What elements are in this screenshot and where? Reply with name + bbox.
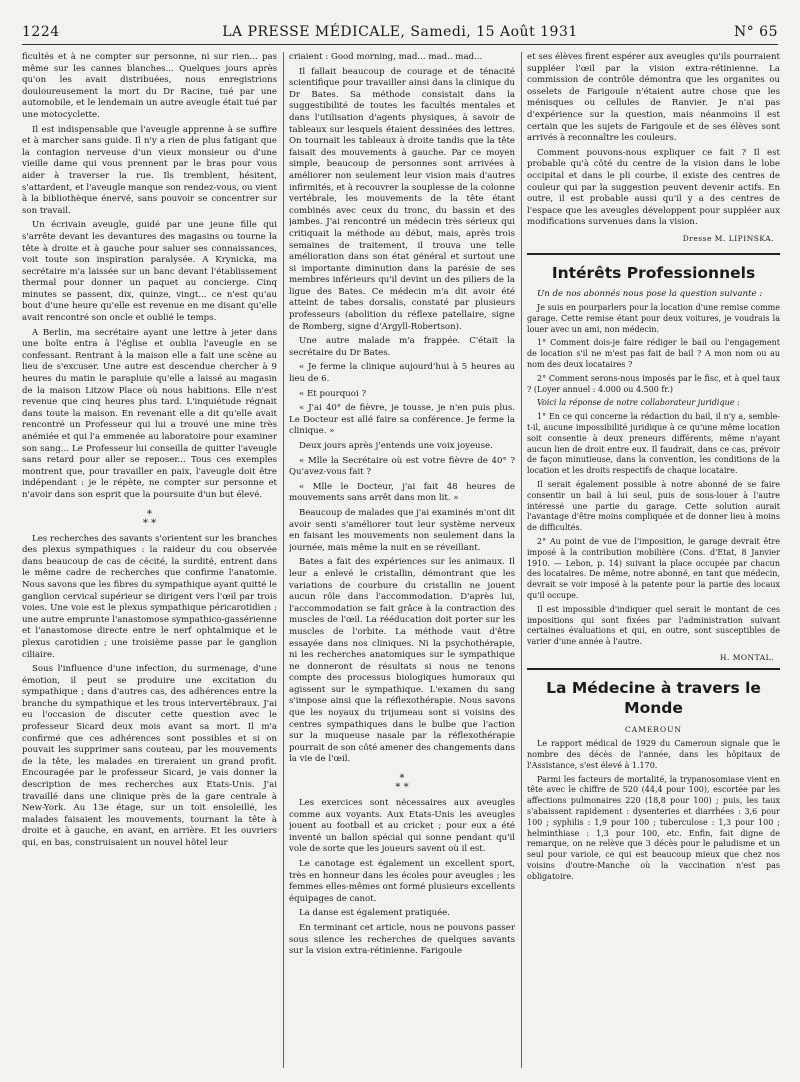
paragraph: Beaucoup de malades que j'ai examinés m'ont dit avoir senti s'améliorer tout leur système nerveux en faisant les mouvements non seulement dans la journée, mais même la nuit en se réveillant. [289,507,515,553]
section-ornament: * * * [395,773,409,794]
paragraph: Il serait également possible à notre abonné de se faire consentir un bail à lui seul, puis de sous-louer à l'autre intéressé une partie du garage. Cette solution aurait l'avantage d'être moins compliquée et de donner lieu à moins de difficultés. [527,480,780,533]
paragraph: Sous l'influence d'une infection, du surmenage, d'une émotion, il peut se produire une excitation du sympathique ; dans d'autres cas, des adhérences entre la branche du sympathique et les trous intervertébraux. J'ai eu l'occasion de discuter cette question avec le professeur Sicard deux mois avant sa mort. Il m'a confirmé que ces adhérences sont possibles et si on pouvait les supprimer sans couteau, par les mouvements de la tête, les malades en tireraient un grand profit. Encouragée par le professeur Sicard, je vais donner la description de mes recherches aux Etats-Unis. J'ai travaillé dans une clinique près de la gare centrale à New-York. Au 13e étage, sur un toit ensoleillé, les malades faisaient les mouvements, tournant la tête à droite et à gauche, en avant, en arrière. Et les ouvriers qui, en bas, construisaient un nouvel hôtel leur [22,664,277,848]
paragraph: En terminant cet article, nous ne pouvons passer sous silence les recherches de quelques savants sur la vision extra-rétinienne. Farigoule [289,922,515,957]
column-divider [283,52,284,1068]
paragraph: Bates a fait des expériences sur les animaux. Il leur a enlevé le cristallin, démontrant que les variations de courbure du cristallin ne jouent aucun rôle dans l'accommodation. D'après lui, l'accommodation se fait grâce à la contraction des muscles de l'œil. La rééducation doit porter sur les muscles de l'orbite. La méthode vaut d'être essayée dans nos cliniques. Ni la psychothérapie, ni les recherches anatomiques sur le sympathique ne donneront de résultats si nous ne tenons compte des processus biologiques humoraux qui agissent sur le sympathique. L'examen du sang s'impose ainsi que la réflexothérapie. Nous savons que les noyaux du trijumeau sont si voisins des centres sympathiques dans le bulbe que l'action sur la muqueuse nasale par la réflexothérapie pourrait de son côté amener des changements dans la vie de l'œil. [289,557,515,765]
section-title: La Médecine à travers le Monde [546,678,761,717]
section-subtitle: CAMEROUN [625,724,682,734]
author-signature: Dresse M. LIPINSKA. [682,233,774,243]
paragraph: Un écrivain aveugle, guidé par une jeune fille qui s'arrête devant les devantures des magasins ou tourne la tête à droite et à gauche pour saluer ses connaissances, voit toute son inspiration paralysée. A Krynicka, ma secrétaire m'a laissée sur un banc devant l'établissement thermal pour donner un paquet au concierge. Cinq minutes se passent, dix, quinze, vingt... ce n'est qu'au bout d'une heure qu'elle est revenue en me disant qu'elle avait rencontré son oncle et oublié le temps. [22,220,277,324]
paragraph: 2° Comment serons-nous imposés par le fisc, et à quel taux ? (Loyer annuel : 4.000 ou 4.500 fr.) [527,373,780,394]
section-ornament: * * * [142,508,157,529]
dialogue-line: « Mlle le Docteur, j'ai fait 48 heures de mouvements sans arrêt dans mon lit. » [289,481,515,504]
paragraph: Il fallait beaucoup de courage et de ténacité scientifique pour travailler ainsi dans la clinique du Dr Bates. Sa méthode consistait dans la suggestibilité de toutes les facultés mentales et dans l'utilisation d'agents physiques, à savoir de tableaux sur lesquels étaient dessinées des lettres. On tournait les tableaux à droite tandis que la tête faisait des mouvements à gauche. Par ce moyen simple, beaucoup de personnes sont arrivées à améliorer non seulement leur vision mais d'autres infirmités, et à recouvrer la souplesse de la colonne vertébrale, les mouvements de la tête étant combinés avec ceux du tronc, du bassin et des jambes. J'ai rencontré un médecin très sérieux qui critiquait la méthode au début, mais, après trois semaines de traitement, il trouva une telle amélioration dans son état général et surtout une si importante diminution dans la parésie de ses membres inférieurs qu'il devint un des piliers de la ligue des Bates. Ce médecin m'a dit avoir été atteint de tabes dorsalis, constaté par plusieurs professeurs (abolition du réflexe patellaire, signe de Romberg, signe d'Argyll-Robertson). [289,66,515,332]
dialogue-line: « Et pourquoi ? [299,388,367,399]
header-rule [22,44,778,45]
paragraph: Comment pouvons-nous expliquer ce fait ? Il est probable qu'à côté du centre de la vision dans le lobe occipital et dans le pli courbe, il existe des centres de couleur qui par la suggestion peuvent devenir actifs. En outre, il est probable aussi qu'il y a des centres de l'espace que les aveugles développent pour suppléer aux modifications survenues dans la vision. [527,147,780,228]
paragraph: ficultés et à ne compter sur personne, ni sur rien... pas même sur les cannes blanches... Quelques jours après qu'on les avait distribuées, nous enregistrions douloureusement la mort du Dr Racine, tué par une automobile, et le lendemain un autre aveugle était tué par une motocyclette. [22,52,277,120]
section-title: Intérêts Professionnels [551,263,756,282]
dialogue-line: « J'ai 40° de fièvre, je tousse, je n'en puis plus. Le Docteur est allé faire sa conférence. Je ferme la clinique. » [289,403,515,437]
paragraph: Le canotage est également un excellent sport, très en honneur dans les écoles pour aveugles ; les femmes elles-mêmes ont formé plusieurs excellents équipages de canot. [289,859,515,904]
paragraph: A Berlin, ma secrétaire ayant une lettre à jeter dans une boîte entra à l'église et oublia l'aveugle en se confessant. Rentrant à la maison elle a fait une scène au lieu de s'excuser. Une autre est descendue chercher à 9 heures du matin le parapluie qu'elle a laissé au magasin de la maison Litzow Place où nous habitions. Elle n'est revenue que cinq heures plus tard. L'inquiétude régnait dans toute la maison. En revenant elle a dit qu'elle avait rencontré un Professeur qui lui a trouvé une mine très anémiée et qui l'a emmenée au laboratoire pour examiner son sang... Le Professeur lui conseilla de quitter l'aveugle sans retard pour aller se reposer... Tous ces exemples montrent que, pour travailler en paix, l'aveugle doit être indépendant : je le répète, ne compter sur personne et n'avoir dans son esprit que la poursuite d'un but élevé. [22,327,277,500]
paragraph: Je suis en pourparlers pour la location d'une remise comme garage. Cette remise étant pour deux voitures, je voudrais la louer avec un ami, non médecin. [527,303,780,334]
author-signature: H. MONTAL. [719,653,774,662]
paragraph: et ses élèves firent espérer aux aveugles qu'ils pourraient suppléer l'œil par la vision extra-rétinienne. La commission de contrôle démontra que les organites ou osselets de Farigoule n'étaient autre chose que les ménisques ou cellules de Ranvier. Je n'ai pas d'expérience sur la question, mais néanmoins il est certain que les sujets de Farigoule et de ses élèves sont arrivés à reconnaître les couleurs. [527,52,780,144]
column-2 [289,52,515,1068]
dialogue-line: « Je ferme la clinique aujourd'hui à 5 heures au lieu de 6. [289,362,515,385]
page-header [22,22,778,44]
paragraph: Parmi les facteurs de mortalité, la trypanosomiase vient en tête avec le chiffre de 520 (44,4 pour 100), escortée par les affections pulmonaires 220 (18,8 pour 100) ; puis, les taux s'abaissent rapidement : dysenteries et diarrhées : 3,6 pour 100 ; syphilis : 1,9 pour 100 ; tuberculose : 1,3 pour 100 ; helminthiase : 1,3 pour 100, etc. Enfin, fait digne de remarque, on ne relève que 3 décès pour le paludisme et un seul pour variole, ce qui est beaucoup mieux que chez nos voisins d'outre-Manche où la vaccination n'est pas obligatoire. [527,774,780,881]
paragraph: Les exercices sont nécessaires aux aveugles comme aux voyants. Aux Etats-Unis les aveugles jouent au football et au cricket ; pour eux a été inventé un ballon spécial qui sonne pendant qu'il vole de sorte que les joueurs savent où il est. [289,798,515,855]
paragraph: criaient : Good morning, mad... mad.. mad... [289,52,483,62]
section-lead: Voici la réponse de notre collaborateur juridique : [537,398,740,408]
paragraph: 1° Comment dois-je faire rédiger le bail ou l'engagement de location s'il ne m'est pas fait de bail ? A mon nom ou au nom des deux locataires ? [527,338,780,370]
column-1 [22,52,277,1068]
column-divider [521,52,522,1068]
dialogue-line: « Mlle la Secrétaire où est votre fièvre de 40° ? Qu'avez-vous fait ? [289,455,515,478]
section-medecine [527,678,780,883]
paragraph: 2° Au point de vue de l'imposition, le garage devrait être imposé à la contribution mobilière (Cons. d'Etat, 8 Janvier 1910. — Lebon, p. 14) suivant la place occupée par chacun des locataires. De même, notre abonné, en tant que médecin, devrait se voir imposé à la patente pour la partie des locaux qu'il occupe. [527,537,780,601]
paragraph: Le rapport médical de 1929 du Cameroun signale que le nombre des décès de l'année, dans les hôpitaux de l'Assistance, s'est élevé à 1.170. [527,739,780,770]
paragraph: Il est impossible d'indiquer quel serait le montant de ces impositions qui sont fixées par l'administration suivant certaines évaluations et qui, en outre, sont susceptibles de varier d'une année à l'autre. [527,604,780,647]
paragraph: Deux jours après j'entends une voix joyeuse. [299,441,493,451]
section-lead: Un de nos abonnés nous pose la question suivante : [537,288,763,299]
section-interets [527,253,780,670]
paragraph: Les recherches des savants s'orientent sur les branches des plexus sympathiques : la raideur du cou observée dans beaucoup de cas de cécité, la surdité, entrent dans le même cadre de recherches que confirme l'anatomie. Nous savons que les fibres du sympathique ayant quitté le ganglion cervical supérieur se dirigent vers l'œil par trois voies. Une voie est le plexus sympathique péricarotidien ; une autre emprunte l'anastomose sympathico-gassérienne et l'anastomose directe entre le nerf ophtalmique et le plexus carotidien ; une troisième passe par le ganglion ciliaire. [22,533,277,660]
column-3 [527,52,780,1068]
issue-number: N° 65 [733,24,778,40]
paragraph: 1° En ce qui concerne la rédaction du bail, il n'y a, semble-t-il, aucune impossibilité juridique à ce qu'une même location soit consentie à deux preneurs différents, même n'ayant aucun lien de droit entre eux. Il faudrait, dans ce cas, prévoir de façon minutieuse, dans la convention, les conditions de la location et les droits respectifs de chaque locataire. [527,412,780,476]
paragraph: Il est indispensable que l'aveugle apprenne à se suffire et à marcher sans guide. Il n'y a rien de plus fatigant que la contagion nerveuse d'un vieux monsieur ou d'une vieille dame qui vous prennent par le bras pour vous aider à traverser la rue. Ils tremblent, hésitent, s'attardent, et l'aveugle manque son rendez-vous, ou vient à la bibliothèque énervé, sans pouvoir se concentrer sur son travail. [22,124,277,216]
page-number: 1224 [22,24,60,40]
journal-title: LA PRESSE MÉDICALE, Samedi, 15 Août 1931 [222,24,578,40]
paragraph: La danse est également pratiquée. [299,908,451,919]
paragraph: Une autre malade m'a frappée. C'était la secrétaire du Dr Bates. [289,336,515,358]
